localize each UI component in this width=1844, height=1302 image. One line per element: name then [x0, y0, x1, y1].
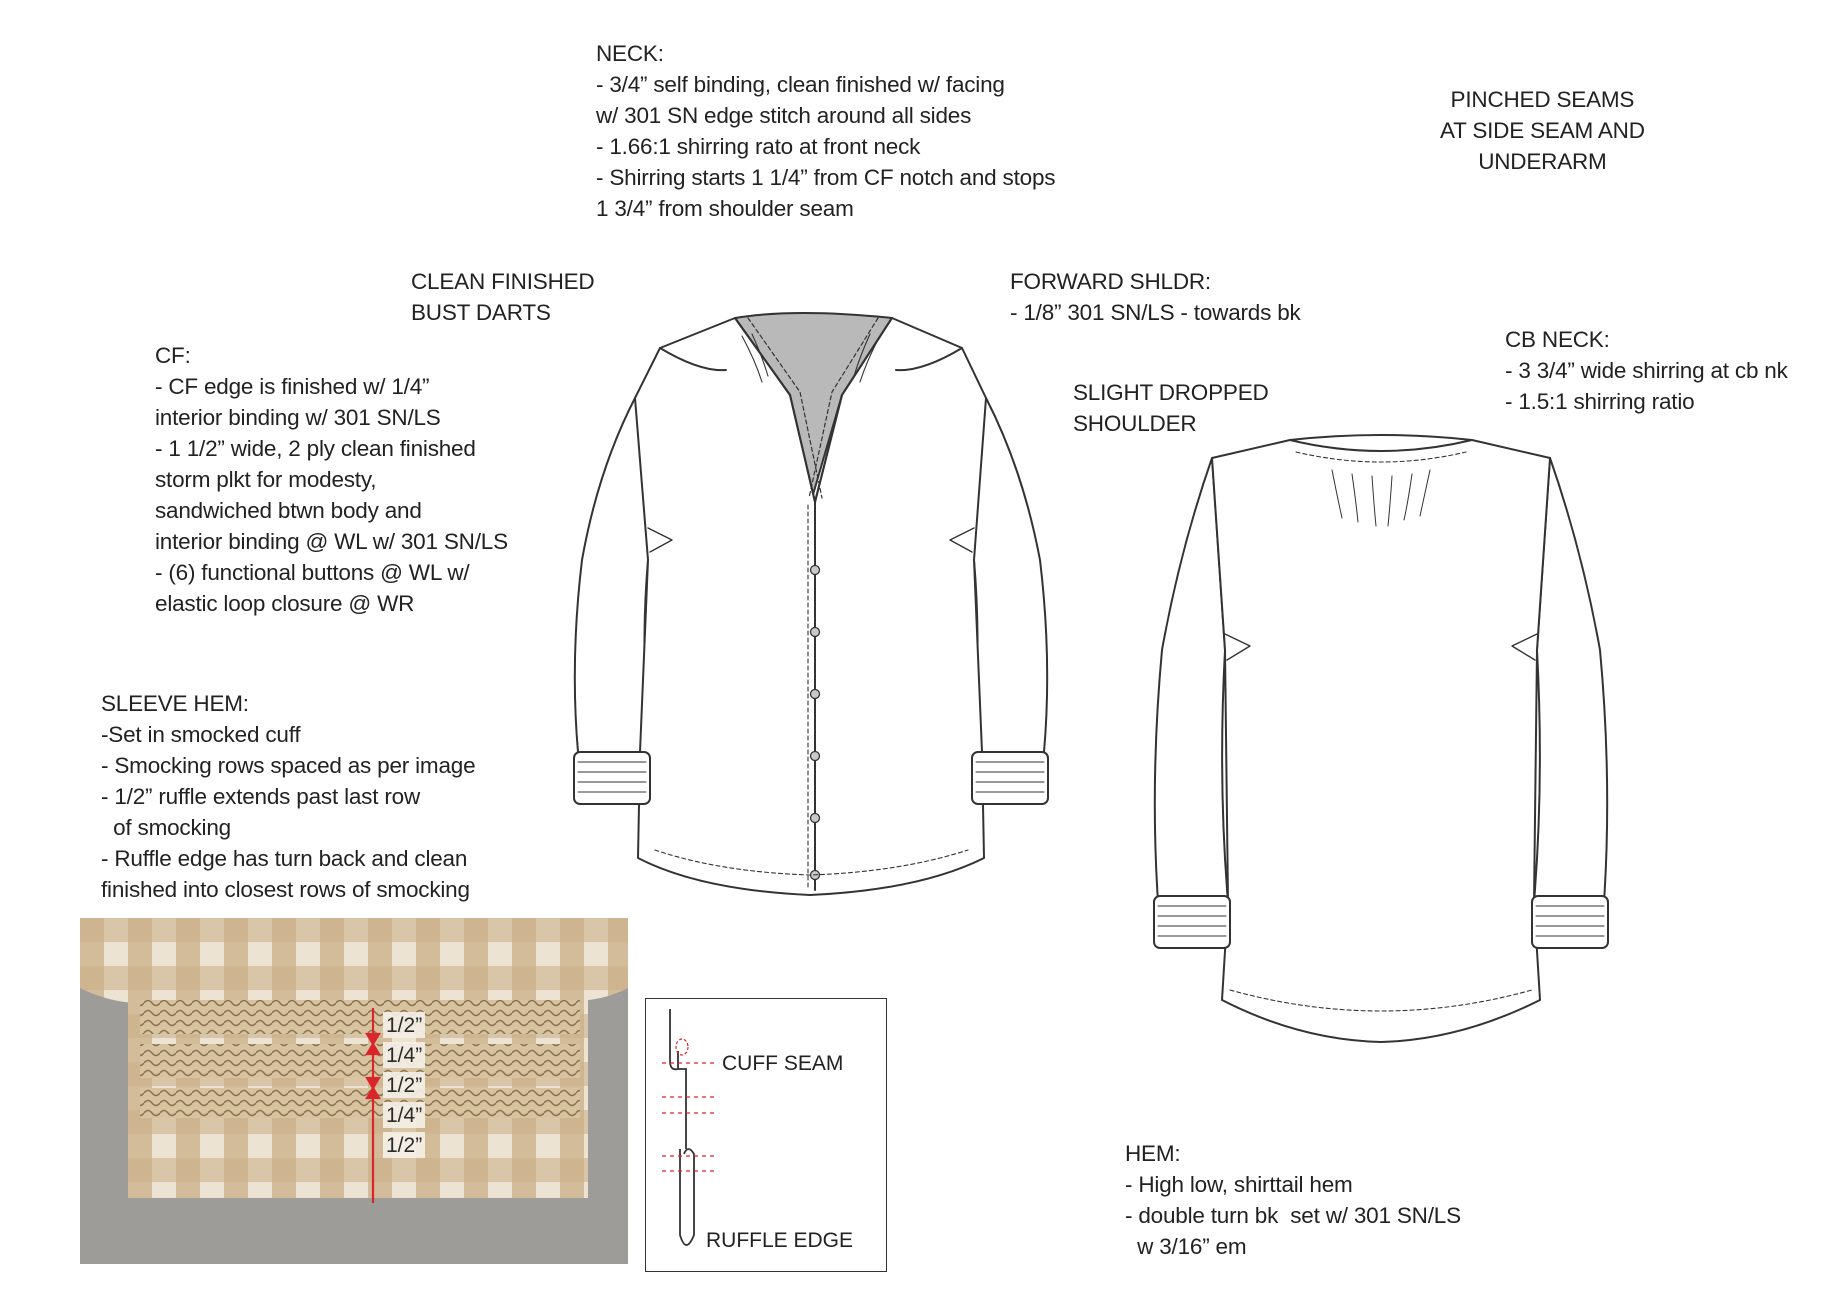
forward-shoulder-line: - 1/8” 301 SN/LS - towards bk	[1010, 300, 1301, 325]
neck-note-line: w/ 301 SN edge stitch around all sides	[596, 103, 972, 128]
cb-neck-line: - 3 3/4” wide shirring at cb nk	[1505, 358, 1788, 383]
pinched-seams-line: PINCHED SEAMS	[1450, 87, 1635, 112]
neck-note-line: - Shirring starts 1 1/4” from CF notch and stops	[596, 165, 1056, 190]
sleeve-hem-line: SLEEVE HEM:	[101, 691, 249, 716]
bust-darts-line: BUST DARTS	[411, 300, 551, 325]
cf-note-line: - 1 1/2” wide, 2 ply clean finished	[155, 436, 476, 461]
cf-note-line: elastic loop closure @ WR	[155, 591, 415, 616]
cf-note-line: - CF edge is finished w/ 1/4”	[155, 374, 430, 399]
front-view-sketch	[574, 313, 1048, 895]
sleeve-hem-line: -Set in smocked cuff	[101, 722, 301, 747]
cf-note-line: - (6) functional buttons @ WL w/	[155, 560, 470, 585]
sleeve-hem-line: - 1/2” ruffle extends past last row	[101, 784, 420, 809]
cuff-section-drawing	[646, 999, 886, 1271]
pinched-seams-line: UNDERARM	[1478, 149, 1607, 174]
measure-label: 1/2”	[386, 1074, 423, 1097]
sleeve-hem-line: finished into closest rows of smocking	[101, 877, 470, 902]
cb-neck-line: - 1.5:1 shirring ratio	[1505, 389, 1695, 414]
cuff-seam-label: CUFF SEAM	[722, 1052, 844, 1075]
measure-label: 1/2”	[386, 1134, 423, 1157]
neck-note-line: 1 3/4” from shoulder seam	[596, 196, 854, 221]
cf-note-line: interior binding w/ 301 SN/LS	[155, 405, 441, 430]
smocked-cuff-photo	[80, 918, 628, 1264]
neck-note-line: NECK:	[596, 41, 664, 66]
dropped-shoulder-line: SHOULDER	[1073, 411, 1197, 436]
pinched-seams-line: AT SIDE SEAM AND	[1440, 118, 1645, 143]
cf-note-line: storm plkt for modesty,	[155, 467, 377, 492]
cf-note-line: sandwiched btwn body and	[155, 498, 422, 523]
cuff-photo-illustration	[80, 918, 628, 1264]
back-view-sketch	[1154, 435, 1608, 1042]
forward-shoulder-line: FORWARD SHLDR:	[1010, 269, 1211, 294]
sleeve-hem-line: - Smocking rows spaced as per image	[101, 753, 476, 778]
measure-label: 1/4”	[386, 1104, 423, 1127]
neck-note-line: - 3/4” self binding, clean finished w/ facing	[596, 72, 1005, 97]
dropped-shoulder-line: SLIGHT DROPPED	[1073, 380, 1269, 405]
back-body	[1212, 435, 1550, 1042]
measure-label: 1/2”	[386, 1014, 423, 1037]
sleeve-hem-line: of smocking	[101, 815, 231, 840]
hem-note-line: - double turn bk set w/ 301 SN/LS	[1125, 1203, 1461, 1228]
hem-note-line: w 3/16” em	[1125, 1234, 1247, 1259]
cf-note-line: CF:	[155, 343, 191, 368]
sleeve-hem-line: - Ruffle edge has turn back and clean	[101, 846, 468, 871]
ruffle-edge-label: RUFFLE EDGE	[706, 1229, 854, 1252]
hem-note-line: - High low, shirttail hem	[1125, 1172, 1353, 1197]
cf-note-line: interior binding @ WL w/ 301 SN/LS	[155, 529, 508, 554]
cb-neck-line: CB NECK:	[1505, 327, 1610, 352]
cuff-section-diagram	[645, 998, 887, 1272]
measure-label: 1/4”	[386, 1044, 423, 1067]
neck-note-line: - 1.66:1 shirring rato at front neck	[596, 134, 921, 159]
bust-darts-line: CLEAN FINISHED	[411, 269, 595, 294]
hem-note-line: HEM:	[1125, 1141, 1181, 1166]
